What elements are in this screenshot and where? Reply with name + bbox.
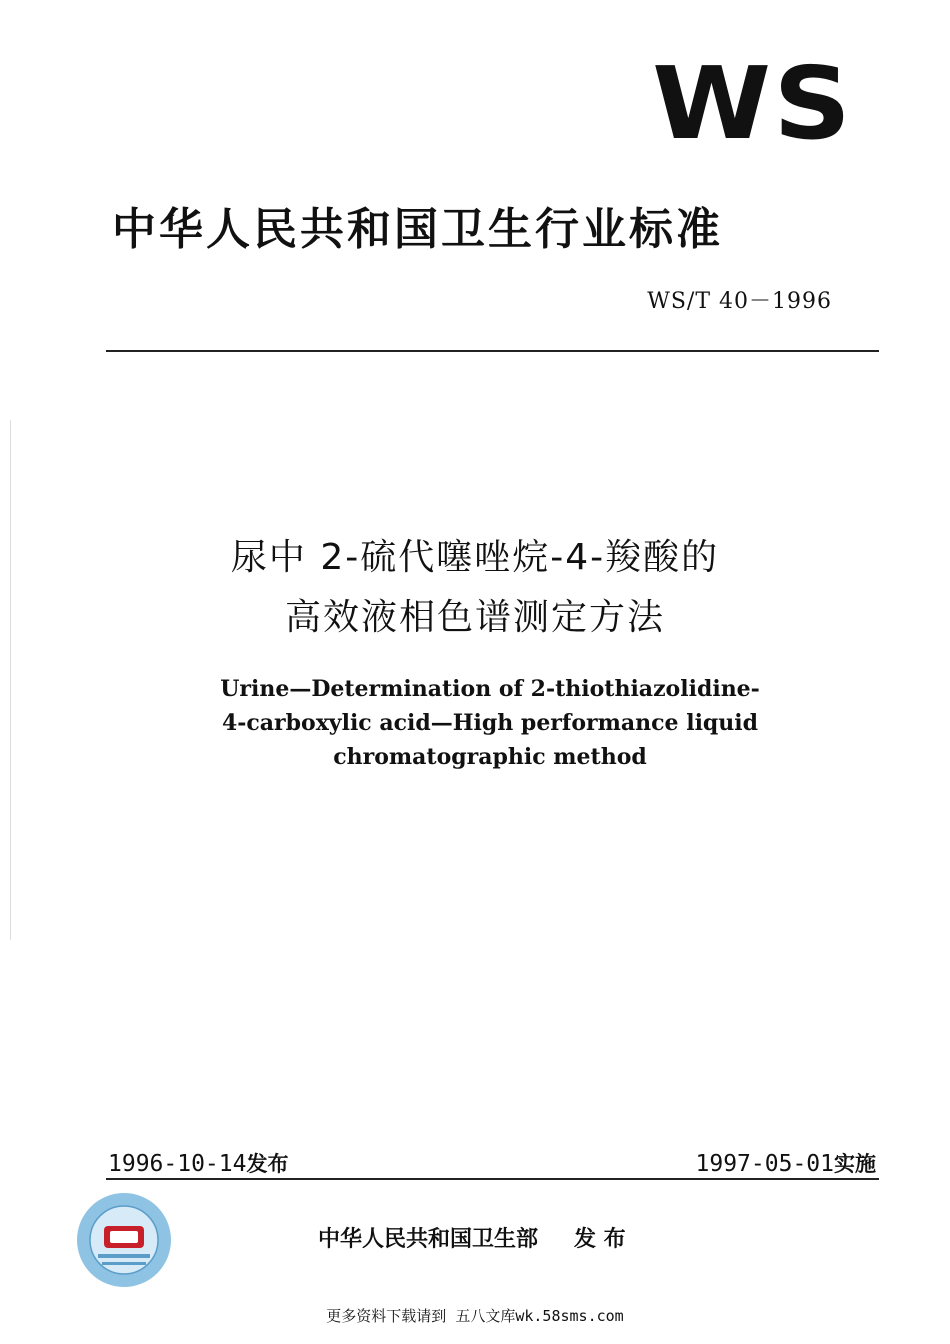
publisher-line (318, 1222, 626, 1253)
issue-date: 1996-10-14 (108, 1151, 247, 1177)
download-footer: 更多资料下载请到 五八文库wk.58sms.com (326, 1307, 624, 1325)
chinese-title (100, 528, 850, 648)
issue-label: 发布 (246, 1152, 289, 1176)
english-title-line-2: 4-carboxylic acid—High performance liquid (221, 710, 759, 736)
publisher-name: 中华人民共和国卫生部 (318, 1227, 539, 1252)
english-title (120, 672, 860, 774)
chinese-title-line-2: 高效液相色谱测定方法 (284, 597, 665, 638)
ws-logo: WS (652, 45, 854, 162)
implement-date: 1997-05-01 (695, 1151, 834, 1177)
publisher-action: 发 布 (574, 1227, 626, 1252)
seal-text-strip (98, 1254, 150, 1258)
english-title-line-1: Urine—Determination of 2-thiothiazolidine- (220, 676, 760, 702)
seal-brand-mark-inner (110, 1231, 138, 1243)
implement-label: 实施 (834, 1152, 876, 1176)
header-divider (106, 350, 879, 352)
english-title-line-3: chromatographic method (333, 744, 647, 770)
anti-counterfeit-seal-icon (74, 1190, 174, 1290)
standard-code: WS/T 40－1996 (647, 289, 832, 314)
standard-title: 中华人民共和国卫生行业标准 (112, 204, 723, 255)
issue-date-block (108, 1148, 288, 1178)
scan-edge-divider (10, 420, 11, 940)
seal-text-strip-2 (102, 1262, 146, 1265)
footer-divider (106, 1178, 879, 1180)
chinese-title-line-1: 尿中 2-硫代噻唑烷-4-羧酸的 (230, 537, 720, 578)
implement-date-block (696, 1148, 876, 1178)
